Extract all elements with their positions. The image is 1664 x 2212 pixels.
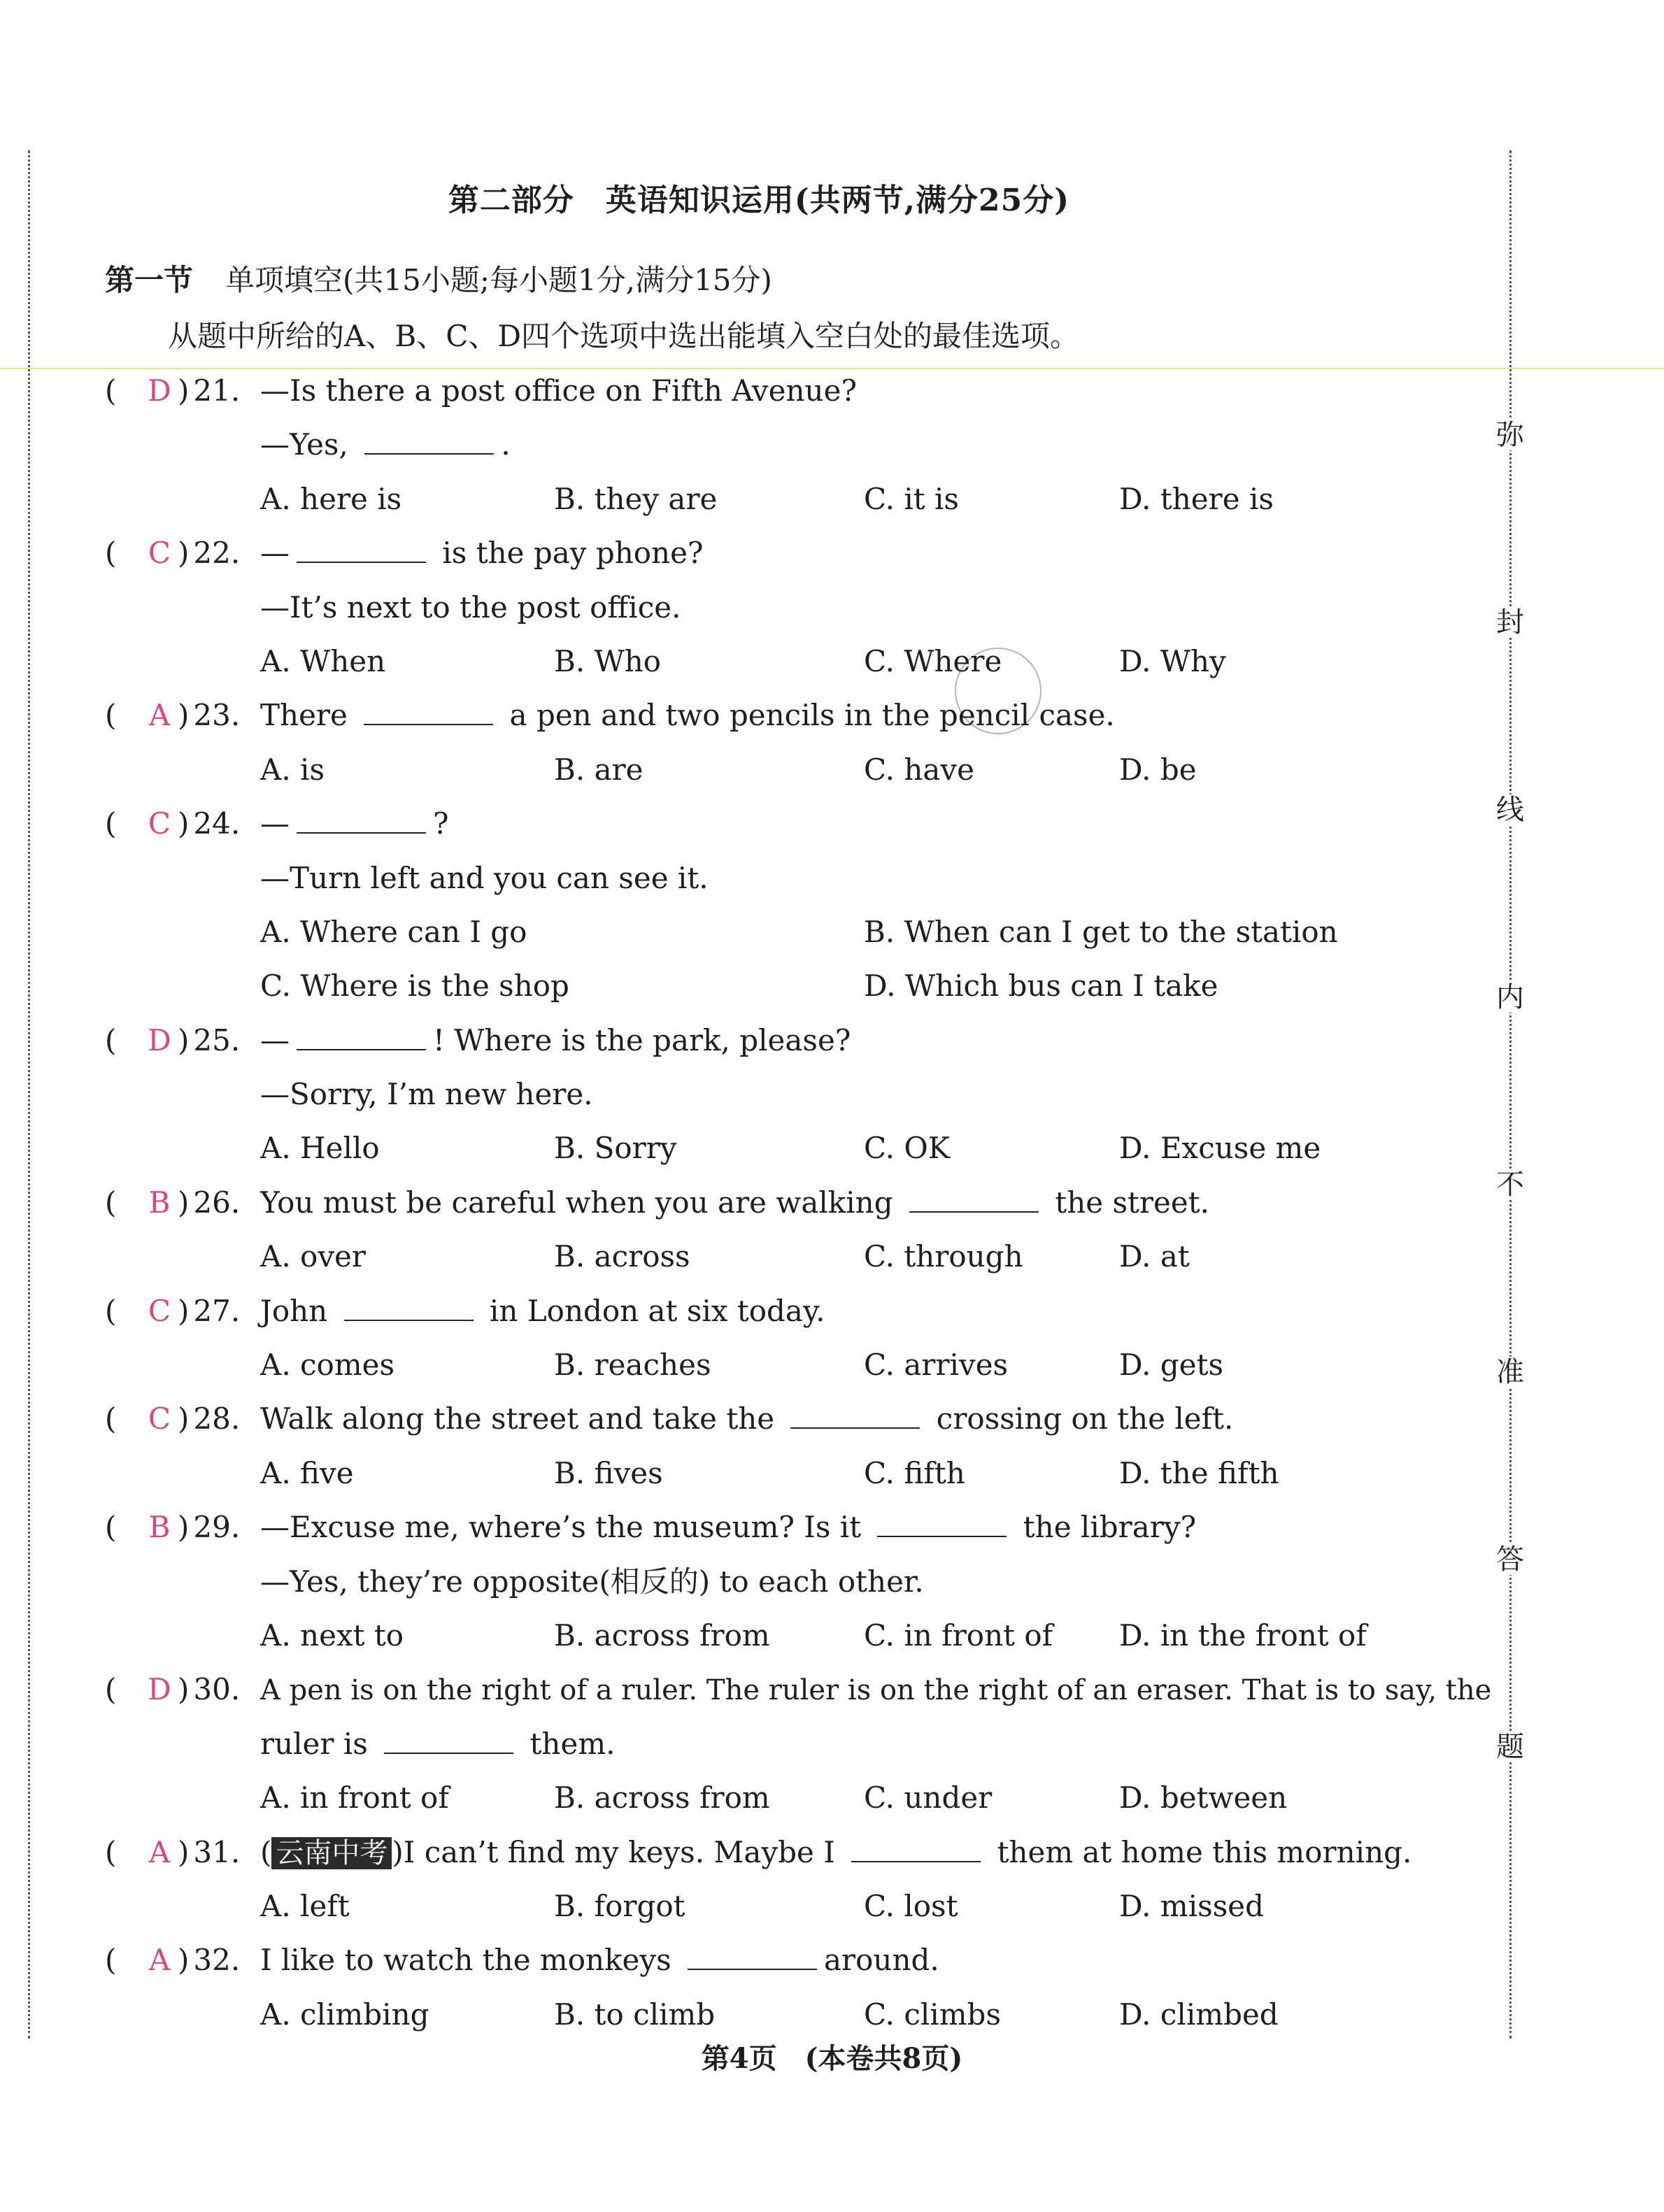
option-d: D. Which bus can I take	[864, 969, 1218, 1004]
answer-blank	[688, 1948, 817, 1970]
option-d: D. Why	[1119, 643, 1226, 678]
options	[105, 1771, 1476, 1825]
question-21: ( D ) 21. —Is there a post office on Fifth Avenue?	[105, 364, 1476, 418]
option-d: D. Excuse me	[1119, 1131, 1321, 1166]
option-a: A. When	[260, 643, 386, 678]
option-a: A. next to	[260, 1618, 404, 1653]
options	[105, 1608, 1476, 1662]
option-a: A. Hello	[260, 1131, 380, 1166]
option-d: D. there is	[1119, 481, 1274, 516]
answer-mark: D	[148, 1022, 171, 1057]
option-c: C. it is	[864, 481, 959, 516]
instruction: 从题中所给的A、B、C、D四个选项中选出能填入空白处的最佳选项。	[168, 319, 1080, 353]
option-c: C. lost	[864, 1888, 958, 1923]
margin-char: 答	[1496, 1543, 1524, 1576]
answer-mark: B	[148, 1510, 171, 1545]
section-name: 第一节	[105, 263, 194, 297]
option-c: C. have	[864, 752, 975, 787]
answer-mark: A	[148, 698, 171, 733]
answer-mark: B	[148, 1185, 171, 1220]
option-a: A. over	[260, 1239, 366, 1274]
option-c: C. fifth	[864, 1455, 965, 1490]
answer-mark: A	[148, 1834, 171, 1869]
options	[105, 959, 1476, 1013]
answer-blank	[790, 1406, 920, 1429]
question-list: ( D ) 21. —Is there a post office on Fifth Avenue? —Yes, . A. here is B. they are C. it is D. there is ( C ) 22. — is the pay phone? —It’s next to the post office. A. When B. Who C. Where D. Why ( A ) 23. There a pen and two pencils in the pencil case. A. is B. are C. have D. be ( C ) 24. — ? —Turn left and you can see it. A. Where can I go B. When can I get to the station C. Where is the shop D. Which bus can I take ( D ) 25. — ! Where is the park, please? —Sorry, I’m new here. A. Hello B. Sorry C. OK D. Excuse me ( B ) 26. You must be careful when you are walking the street. A. over B. across C. through D. at ( C ) 27. John in London at six today. A. comes B. reaches C. arrives D. gets ( C ) 28. Walk along the street and take the crossing on the left. A. five B. fives C. fifth D. the fifth ( B ) 29. —Excuse me, where’s the museum? Is it the library? —Yes, they’re opposite(相反的) to each other. A. next to B. across from C. in front of D. in the front of ( D ) 30. A pen is on the right of a ruler. The ruler is on the right of an eraser. That is to say, the ruler is them. A. in front of B. across from C. under D. between ( A ) 31. ( 云南中考 )I can’t find my keys. Maybe I them at home this morning. A. left B. forgot C. lost D. missed ( A ) 32. I like to watch the monkeys around. A. climbing B. to climb C. climbs D. climbed	[105, 364, 1476, 2041]
answer-blank	[297, 811, 426, 834]
answer-blank	[384, 1732, 513, 1754]
answer-blank	[344, 1299, 474, 1321]
option-c: C. in front of	[864, 1618, 1053, 1653]
page-footer: 第4页 (本卷共8页)	[701, 2042, 963, 2075]
margin-char: 弥	[1496, 419, 1524, 451]
option-a: A. climbing	[260, 1997, 429, 2032]
answer-blank	[909, 1190, 1039, 1213]
options	[105, 1229, 1476, 1283]
option-c: C. Where	[864, 643, 1002, 678]
option-b: B. reaches	[554, 1348, 711, 1383]
answer-mark: C	[148, 806, 171, 841]
margin-char: 不	[1496, 1169, 1524, 1201]
option-d: D. be	[1119, 752, 1197, 787]
option-b: B. fives	[554, 1455, 663, 1490]
part-title: 第二部分 英语知识运用(共两节,满分25分)	[448, 183, 1070, 218]
question-25: ( D ) 25. — ! Where is the park, please?	[105, 1013, 1476, 1067]
section-desc: 单项填空(共15小题;每小题1分,满分15分)	[225, 263, 772, 297]
options	[105, 1121, 1476, 1175]
source-tag: 云南中考	[271, 1837, 392, 1869]
margin-char: 准	[1496, 1356, 1524, 1388]
option-b: B. to climb	[554, 1997, 716, 2032]
option-d: D. the fifth	[1119, 1455, 1279, 1490]
answer-mark: D	[148, 1672, 171, 1707]
answer-blank	[364, 432, 494, 455]
left-dotted-line	[28, 150, 30, 2039]
option-d: D. at	[1119, 1239, 1190, 1274]
option-b: B. Sorry	[554, 1131, 677, 1166]
options	[105, 1338, 1476, 1392]
option-c: C. under	[864, 1781, 993, 1815]
options	[105, 472, 1476, 526]
option-a: A. here is	[260, 481, 402, 516]
question-30: ( D ) 30. A pen is on the right of a ruler. The ruler is on the right of an eraser. That is to say, the	[105, 1662, 1476, 1716]
option-b: B. forgot	[554, 1888, 685, 1923]
option-a: A. Where can I go	[260, 914, 527, 949]
answer-blank	[877, 1515, 1007, 1537]
option-c: C. arrives	[864, 1348, 1009, 1383]
option-c: C. climbs	[864, 1997, 1001, 2032]
answer-mark: C	[148, 1401, 171, 1436]
option-d: D. in the front of	[1119, 1618, 1367, 1653]
option-a: A. in front of	[260, 1781, 449, 1815]
question-26: ( B ) 26. You must be careful when you are walking the street.	[105, 1176, 1476, 1229]
question-27: ( C ) 27. John in London at six today.	[105, 1284, 1476, 1338]
options	[105, 1988, 1476, 2041]
question-23: ( A ) 23. There a pen and two pencils in the pencil case.	[105, 688, 1476, 742]
question-24: ( C ) 24. — ?	[105, 797, 1476, 850]
option-b: B. they are	[554, 481, 718, 516]
question-29: ( B ) 29. —Excuse me, where’s the museum? Is it the library?	[105, 1500, 1476, 1554]
option-a: A. left	[260, 1888, 350, 1923]
margin-char: 线	[1496, 794, 1524, 826]
option-d: D. climbed	[1119, 1997, 1279, 2032]
options	[105, 743, 1476, 797]
question-28: ( C ) 28. Walk along the street and take the crossing on the left.	[105, 1392, 1476, 1446]
option-d: D. between	[1119, 1781, 1288, 1815]
margin-char: 封	[1496, 606, 1524, 638]
margin-char: 题	[1496, 1731, 1524, 1763]
option-b: B. When can I get to the station	[864, 914, 1338, 949]
option-b: B. across	[554, 1239, 690, 1274]
section-heading	[105, 257, 772, 299]
option-a: A. is	[260, 752, 325, 787]
option-c: C. OK	[864, 1131, 951, 1166]
option-a: A. comes	[260, 1348, 395, 1383]
answer-mark: C	[148, 536, 171, 571]
answer-mark: A	[148, 1943, 171, 1978]
margin-char: 内	[1496, 981, 1524, 1013]
question-31: ( A ) 31. ( 云南中考 )I can’t find my keys. Maybe I them at home this morning.	[105, 1825, 1476, 1879]
options	[105, 1446, 1476, 1500]
options	[105, 905, 1476, 959]
answer-blank	[851, 1840, 981, 1862]
option-d: D. gets	[1119, 1348, 1224, 1383]
option-a: A. five	[260, 1455, 354, 1490]
answer-mark: D	[148, 373, 171, 408]
answer-mark: C	[148, 1293, 171, 1328]
option-c: C. through	[864, 1239, 1023, 1274]
option-d: D. missed	[1119, 1888, 1264, 1923]
answer-blank	[364, 703, 493, 725]
option-b: B. across from	[554, 1781, 770, 1815]
answer-blank	[297, 541, 426, 563]
option-c: C. Where is the shop	[260, 969, 569, 1004]
option-b: B. are	[554, 752, 643, 787]
options	[105, 1879, 1476, 1933]
options	[105, 634, 1476, 688]
question-22: ( C ) 22. — is the pay phone?	[105, 526, 1476, 580]
question-32: ( A ) 32. I like to watch the monkeys around.	[105, 1933, 1476, 1987]
answer-blank	[297, 1028, 426, 1050]
option-b: B. Who	[554, 643, 662, 678]
option-b: B. across from	[554, 1618, 770, 1653]
